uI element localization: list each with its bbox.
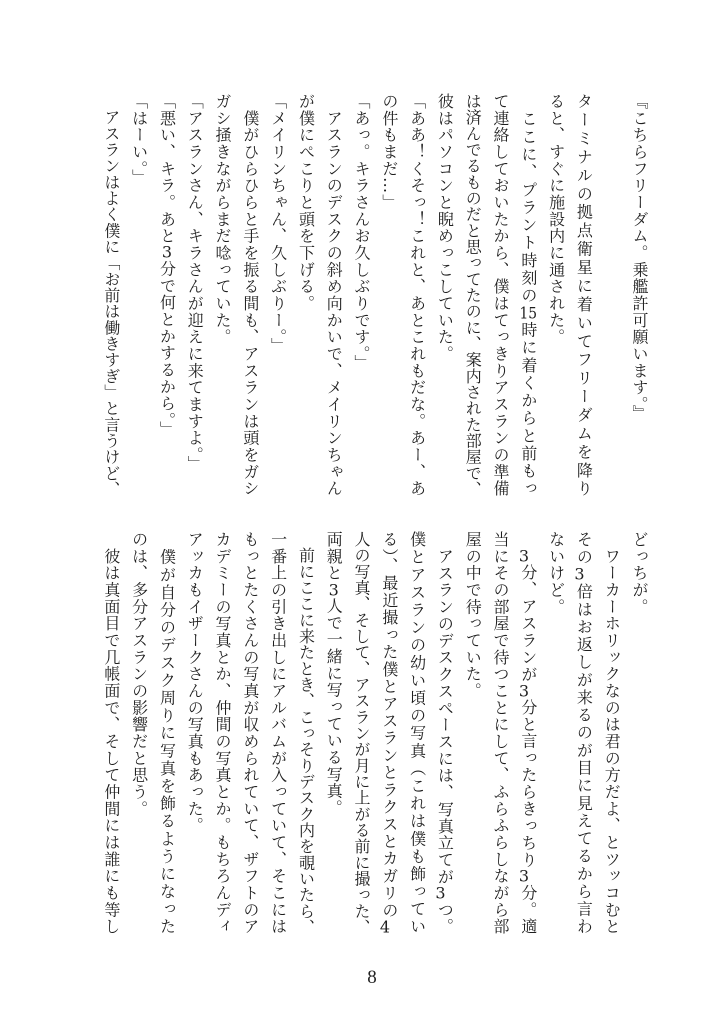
text-line: 「メイリンちゃん、久しぶりー。」	[268, 93, 288, 355]
blank-line	[597, 93, 625, 497]
text-line: 人の写真、そして、アスランが月に上がる前に撮った、	[352, 531, 372, 935]
text-line: アスランのデスクの斜め向かいで、メイリンちゃん	[324, 93, 344, 497]
text-line: 「はーい。」	[129, 93, 149, 186]
upright-number: 3	[435, 885, 446, 902]
text-line: 「アスランさん、キラさんが迎えに来てますよ。」	[185, 93, 205, 473]
text-line: その3倍はお返しが来るのが目に見えてるから言わ	[574, 531, 594, 935]
text-line: 一番上の引き出しにアルバムが入っていて、そこには	[268, 531, 288, 935]
text-line: ると、すぐに施設内に通された。	[546, 93, 566, 346]
text-line: カデミーの写真とか、仲間の写真とか。もちろんディ	[213, 531, 233, 935]
text-line: もっとたくさんの写真が収められていて、ザフトのア	[240, 531, 260, 935]
text-line: 彼は真面目で几帳面で、そして仲間には誰にも等し	[101, 531, 121, 935]
lower-text-block	[97, 531, 653, 935]
text-line: 3分、アスランが3分と言ったらきっちり3分。適	[518, 547, 538, 935]
text-line: 当にその部屋で待つことにして、ふらふらしながら部	[491, 531, 511, 935]
text-line: 「あっ。キラさんお久しぶりです。」	[352, 93, 372, 372]
text-line: 僕が自分のデスク周りに写真を飾るようになった	[157, 531, 177, 935]
upright-number: 3	[328, 581, 339, 598]
text-line: どっちが。	[630, 531, 649, 616]
text-line: アスランはよく僕に「お前は働きすぎ」と言うけど、	[101, 93, 121, 497]
upright-number: 3	[161, 244, 173, 261]
text-line: ガシ掻きながらまだ唸っていた。	[213, 93, 233, 346]
text-line: アスランのデスクスペースには、写真立てが3つ。	[435, 531, 455, 935]
text-line: て連絡しておいたから、僕はてっきりアスランの準備	[491, 93, 511, 497]
text-line: は済んでるものだと思ってたのに、案内された部屋で、	[463, 93, 483, 497]
upper-text-block	[97, 93, 653, 497]
text-line: 僕がひらひらと手を振る間も、アスランは頭をガシ	[240, 93, 260, 497]
text-line: ワーカーホリックなのは君の方だよ、とツッコむと	[602, 531, 622, 935]
text-line: 「ああ！くそっ！これと、あとこれもだな。あー、あ	[407, 93, 427, 497]
text-line: ここに、プラント時刻の15時に着くからと前もっ	[518, 93, 538, 497]
text-line: ないけど。	[546, 531, 566, 616]
text-line: ターミナルの拠点衛星に着いてフリーダムを降り	[574, 93, 594, 497]
text-line: 前にここに来たとき、こっそりデスク内を覗いたら、	[296, 531, 316, 935]
text-line: 両親と3人で一緒に写っている写真。	[324, 531, 344, 817]
text-line: 『こちらフリーダム。乗艦許可願います。』	[630, 93, 649, 422]
text-line: 屋の中で待っていた。	[463, 531, 483, 700]
text-line: る）、最近撮った僕とアスランとラクスとカガリの4	[379, 531, 399, 935]
page-number: 8	[367, 967, 377, 988]
upright-number: 3	[518, 547, 529, 564]
text-line: の件もまだ…」	[379, 93, 399, 211]
text-line: が僕にぺこりと頭を下げる。	[296, 93, 316, 312]
text-line: 「悪い、キラ。あと3分で何とかするから。」	[157, 93, 177, 438]
text-line: 僕とアスランの幼い頃の写真（これは僕も飾ってい	[407, 531, 427, 935]
text-line: のは、多分アスランの影響だと思う。	[129, 531, 149, 818]
upright-number: 3	[574, 566, 585, 583]
upright-number: 4	[379, 919, 391, 935]
text-line: アッカもイザークさんの写真もあった。	[185, 531, 205, 834]
text-line: 彼はパソコンと睨めっこしていた。	[435, 93, 455, 363]
upright-number: 3	[518, 868, 529, 885]
upright-number: 15	[519, 304, 538, 321]
upright-number: 3	[518, 682, 529, 699]
